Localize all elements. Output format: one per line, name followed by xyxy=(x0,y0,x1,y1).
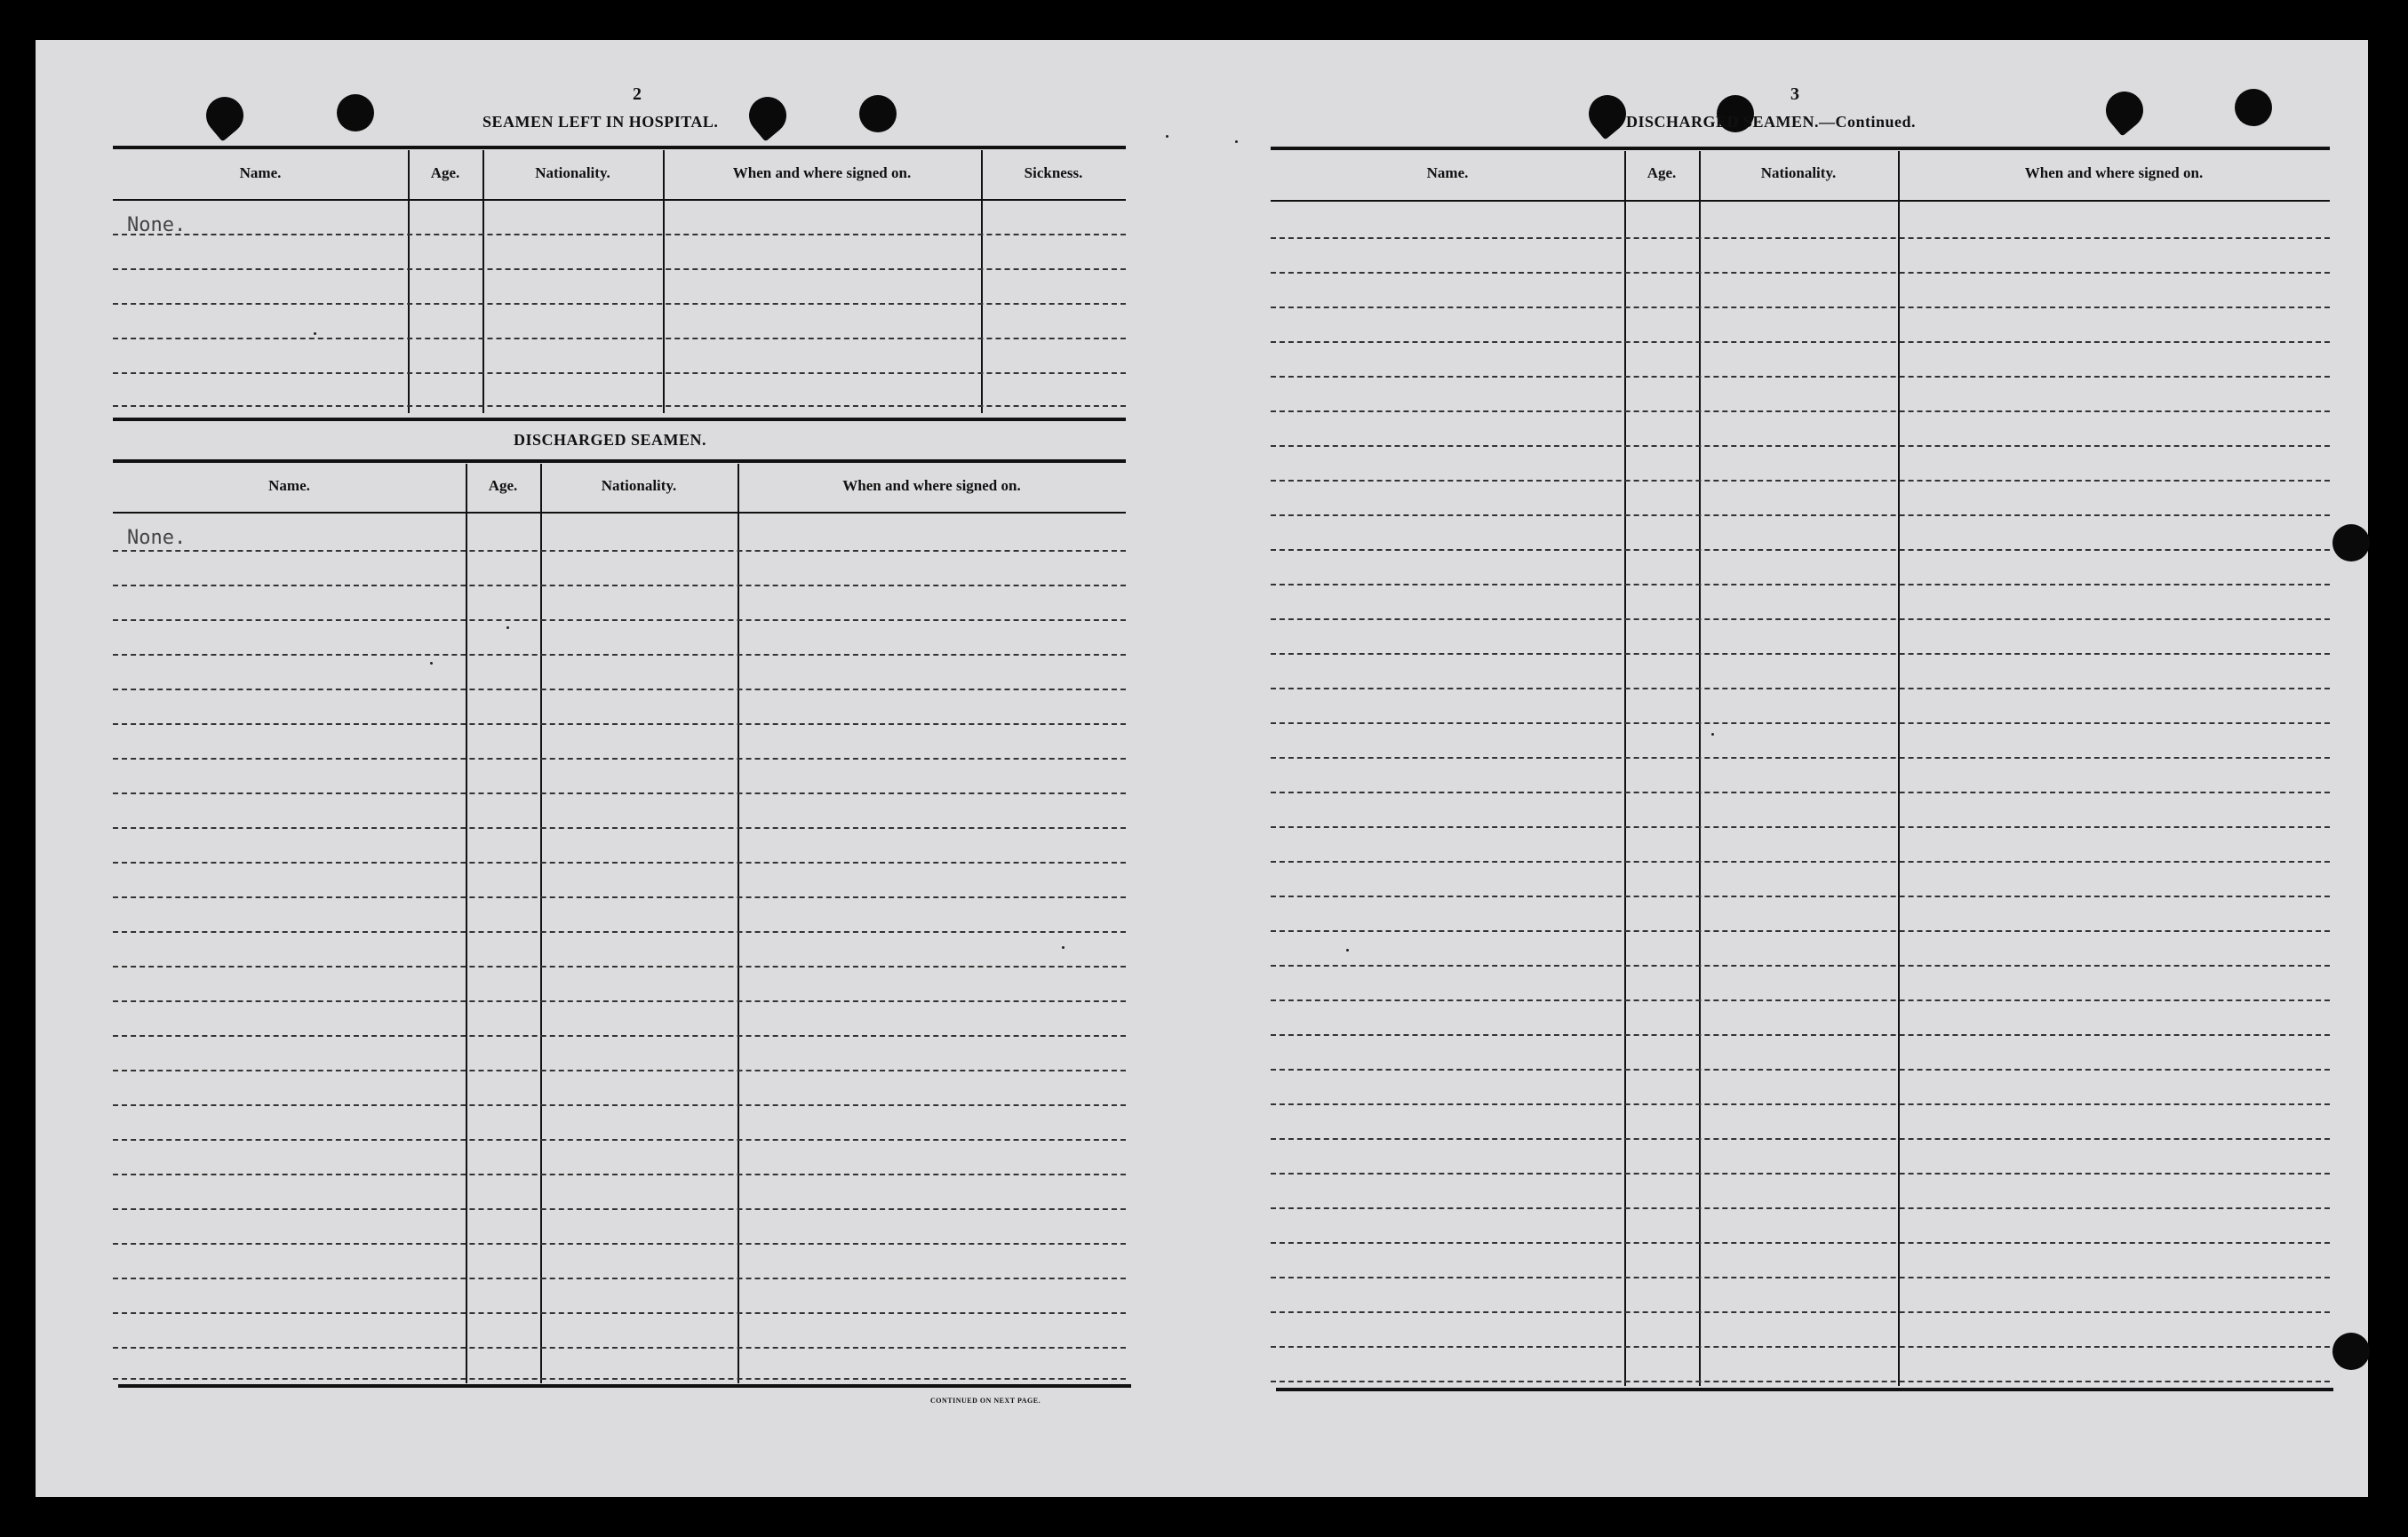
table-row xyxy=(1271,861,2330,863)
table-row xyxy=(113,338,1126,339)
table-row xyxy=(113,1104,1126,1106)
table-row xyxy=(1271,1173,2330,1175)
paper-speck xyxy=(1711,733,1714,736)
table-row xyxy=(1271,1069,2330,1071)
right-col-signed-on: When and where signed on. xyxy=(2024,164,2204,181)
discharged-section-title: DISCHARGED SEAMEN. xyxy=(514,431,707,449)
table-row xyxy=(113,1378,1126,1380)
table-row xyxy=(113,1243,1126,1245)
table-row xyxy=(1271,826,2330,828)
right-col-nationality: Nationality. xyxy=(1760,164,1837,181)
table-row xyxy=(1271,514,2330,516)
table-row xyxy=(113,723,1126,725)
table-row xyxy=(1271,341,2330,343)
table-row xyxy=(1271,688,2330,689)
punch-hole-icon xyxy=(2332,1333,2370,1370)
table-row xyxy=(1271,1207,2330,1209)
table-row xyxy=(113,1347,1126,1349)
table-row xyxy=(1271,1277,2330,1278)
table-row xyxy=(113,931,1126,933)
table-row xyxy=(113,1139,1126,1141)
table-row xyxy=(1271,1034,2330,1036)
table-row xyxy=(1271,1103,2330,1105)
discharged-col-nationality: Nationality. xyxy=(601,477,677,494)
table-row xyxy=(1271,999,2330,1001)
table-row xyxy=(113,1000,1126,1002)
paper-speck xyxy=(506,626,509,629)
hospital-table-top-rule xyxy=(113,146,1126,149)
table-row xyxy=(1271,410,2330,412)
hospital-table-bottom-rule xyxy=(113,418,1126,421)
table-row xyxy=(1271,1138,2330,1140)
table-row xyxy=(113,268,1126,270)
discharged-entry-text: None. xyxy=(127,527,187,549)
punch-hole-icon xyxy=(2098,84,2150,136)
table-row xyxy=(1271,549,2330,551)
punch-hole-icon xyxy=(2235,89,2272,126)
table-row xyxy=(113,792,1126,794)
table-row xyxy=(1271,1346,2330,1348)
table-row xyxy=(113,1278,1126,1279)
continued-note: CONTINUED ON NEXT PAGE. xyxy=(930,1397,1041,1405)
table-row xyxy=(113,689,1126,690)
table-row xyxy=(113,619,1126,621)
hospital-table-rows xyxy=(113,234,1126,411)
table-row xyxy=(113,966,1126,968)
table-row xyxy=(113,1070,1126,1071)
paper-speck xyxy=(1346,949,1349,952)
table-row xyxy=(1271,307,2330,308)
table-row xyxy=(1271,965,2330,967)
table-row xyxy=(113,1312,1126,1314)
table-row xyxy=(113,585,1126,586)
hospital-section-title: SEAMEN LEFT IN HOSPITAL. xyxy=(482,113,719,131)
table-row xyxy=(1271,584,2330,585)
paper-speck xyxy=(314,332,316,335)
discharged-table-top-rule xyxy=(113,459,1126,463)
discharged-col-signed-on: When and where signed on. xyxy=(842,477,1021,494)
table-row xyxy=(1271,792,2330,793)
table-row xyxy=(1271,237,2330,239)
paper-speck xyxy=(1062,946,1064,949)
table-row xyxy=(113,654,1126,656)
table-row xyxy=(113,405,1126,407)
discharged-col-name: Name. xyxy=(268,477,310,494)
punch-hole-icon xyxy=(2332,524,2370,561)
right-table-top-rule xyxy=(1271,147,2330,150)
table-row xyxy=(113,372,1126,374)
hospital-col-sickness: Sickness. xyxy=(1024,164,1083,181)
page-number-left: 2 xyxy=(633,84,642,104)
table-row xyxy=(1271,1381,2330,1382)
table-row xyxy=(113,1035,1126,1037)
discharged-table-header-rule xyxy=(113,512,1126,514)
hospital-col-signed-on: When and where signed on. xyxy=(732,164,912,181)
right-table-rows xyxy=(1271,237,2330,1388)
table-row xyxy=(1271,930,2330,932)
punch-hole-icon xyxy=(198,89,251,141)
table-row xyxy=(1271,1311,2330,1313)
punch-hole-icon xyxy=(859,95,897,132)
table-row xyxy=(113,1208,1126,1210)
hospital-col-name: Name. xyxy=(239,164,282,181)
table-row xyxy=(1271,757,2330,759)
table-row xyxy=(1271,480,2330,482)
paper-speck xyxy=(430,662,433,665)
right-table-bottom-rule xyxy=(1276,1388,2333,1391)
document-sheet xyxy=(36,40,2368,1497)
hospital-col-age: Age. xyxy=(430,164,460,181)
table-row xyxy=(1271,1242,2330,1244)
table-row xyxy=(113,862,1126,864)
hospital-col-nationality: Nationality. xyxy=(535,164,610,181)
table-row xyxy=(1271,618,2330,620)
paper-speck xyxy=(1235,140,1238,143)
table-row xyxy=(1271,722,2330,724)
discharged-col-age: Age. xyxy=(488,477,518,494)
table-row xyxy=(1271,653,2330,655)
table-row xyxy=(1271,272,2330,274)
discharged-continued-title: DISCHARGED SEAMEN.—Continued. xyxy=(1626,113,1917,131)
table-row xyxy=(113,758,1126,760)
table-row xyxy=(1271,376,2330,378)
table-row xyxy=(113,1174,1126,1175)
table-row xyxy=(1271,896,2330,897)
right-table-header-rule xyxy=(1271,200,2330,202)
table-row xyxy=(113,896,1126,898)
table-row xyxy=(1271,445,2330,447)
punch-hole-icon xyxy=(337,94,374,131)
punch-hole-icon xyxy=(741,89,793,141)
discharged-table-rows xyxy=(113,550,1126,1385)
table-row xyxy=(113,234,1126,235)
table-row xyxy=(113,303,1126,305)
table-row xyxy=(113,550,1126,552)
paper-speck xyxy=(1166,135,1168,138)
page-number-right: 3 xyxy=(1790,84,1799,104)
right-col-name: Name. xyxy=(1426,164,1469,181)
hospital-table-header-rule xyxy=(113,199,1126,201)
right-col-age: Age. xyxy=(1647,164,1677,181)
hospital-entry-text: None. xyxy=(127,214,187,236)
table-row xyxy=(113,827,1126,829)
